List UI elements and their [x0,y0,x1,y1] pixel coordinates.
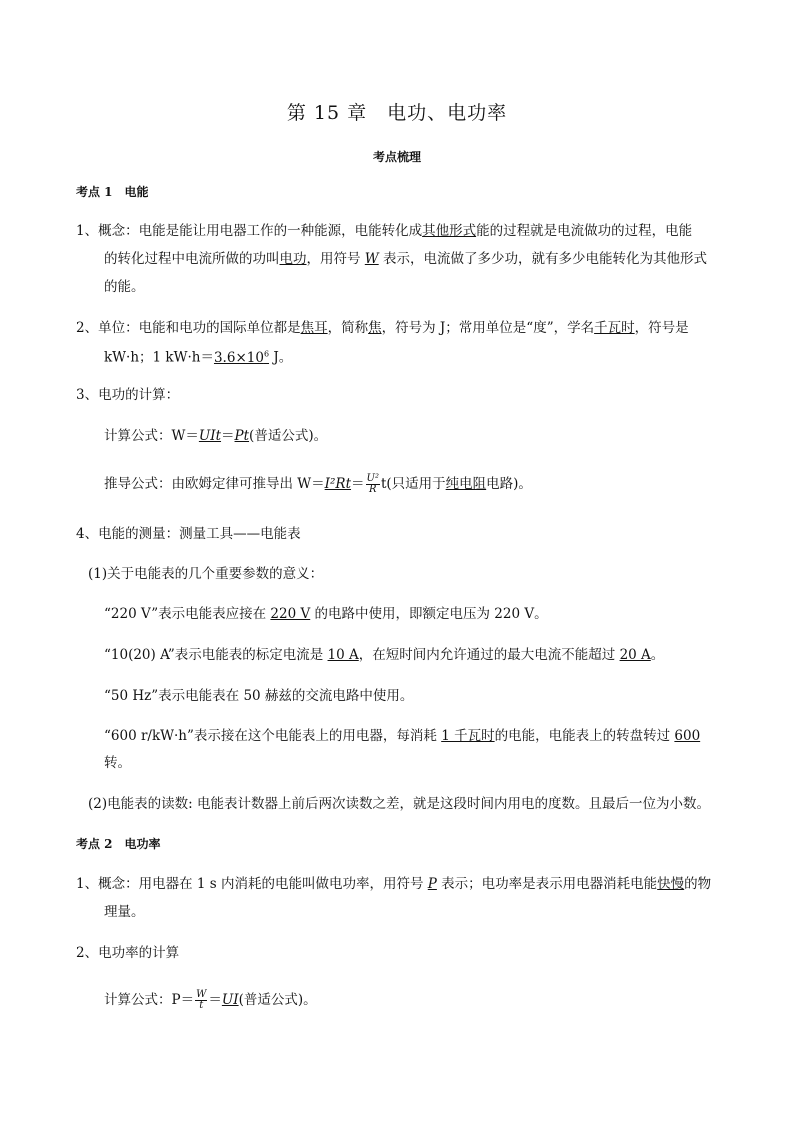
power-formula: 计算公式：P＝ $\frac{W}{t}$ ＝UI(普适公式)。 [104,989,317,1011]
fraction-w-over-t: $\frac{W}{t}$ [196,989,207,1011]
power-calc-heading: 2、电功率的计算 [76,945,180,961]
meter-param-current: “10(20) A”表示电能表的标定电流是 10 A，在短时间内允许通过的最大电流不能超过 20 A。 [104,647,665,663]
concept-line-2: 的转化过程中电流所做的功叫电功，用符号 W 表示，电流做了多少功，就有多少电能转化为其他形式 [104,251,707,267]
work-formula-derived: 推导公式：由欧姆定律可推导出 W＝I²Rt＝ $\frac{\text{U²}}{R}$ t(只适用于纯电阻电路)。 [104,473,532,495]
concept-line-3: 的能。 [104,279,145,295]
page-title: 第 15 章 电功、电功率 [286,102,508,124]
section-heading-2: 考点 2 电功率 [76,837,161,851]
concept-line-1: 1、概念：电能是能让用电器工作的一种能源，电能转化成其他形式能的过程就是电流做功的过程，电能 [76,223,693,239]
meter-reading: (2)电能表的读数: 电能表计数器上前后两次读数之差，就是这段时间内用电的度数。且最后一位为小数。 [88,796,710,812]
meter-param-revolutions-end: 转。 [104,755,131,771]
meter-param-voltage: “220 V”表示电能表应接在 220 V 的电路中使用，即额定电压为 220 V。 [104,606,548,622]
power-concept-line-1: 1、概念：用电器在 1 s 内消耗的电能叫做电功率，用符号 P 表示；电功率是表示用电器消耗电能快慢的物 [76,876,712,892]
meter-params-heading: (1)关于电能表的几个重要参数的意义： [88,566,324,582]
work-calc-heading: 3、电功的计算： [76,387,180,403]
meter-heading: 4、电能的测量：测量工具——电能表 [76,526,301,542]
section-heading-1: 考点 1 电能 [76,185,149,199]
work-formula-general: 计算公式：W＝UIt＝Pt(普适公式)。 [104,428,328,444]
page-subtitle: 考点梳理 [372,150,421,164]
meter-param-revolutions: “600 r/kW·h”表示接在这个电能表上的用电器，每消耗 1 千瓦时的电能，电能表上的转盘转过 600 [104,728,701,744]
unit-line-2: kW·h；1 $kW\cdot h=3.6\times 10^6$ J。 [104,349,293,366]
fraction-u2-over-r: $\frac{\text{U²}}{R}$ [366,473,379,495]
power-concept-line-2: 理量。 [104,904,145,920]
unit-line-1: 2、单位：电能和电功的国际单位都是焦耳，简称焦，符号为 J；常用单位是“度”，学名千瓦时，符号是 [76,320,689,336]
meter-param-frequency: “50 Hz”表示电能表在 50 赫兹的交流电路中使用。 [104,688,414,704]
